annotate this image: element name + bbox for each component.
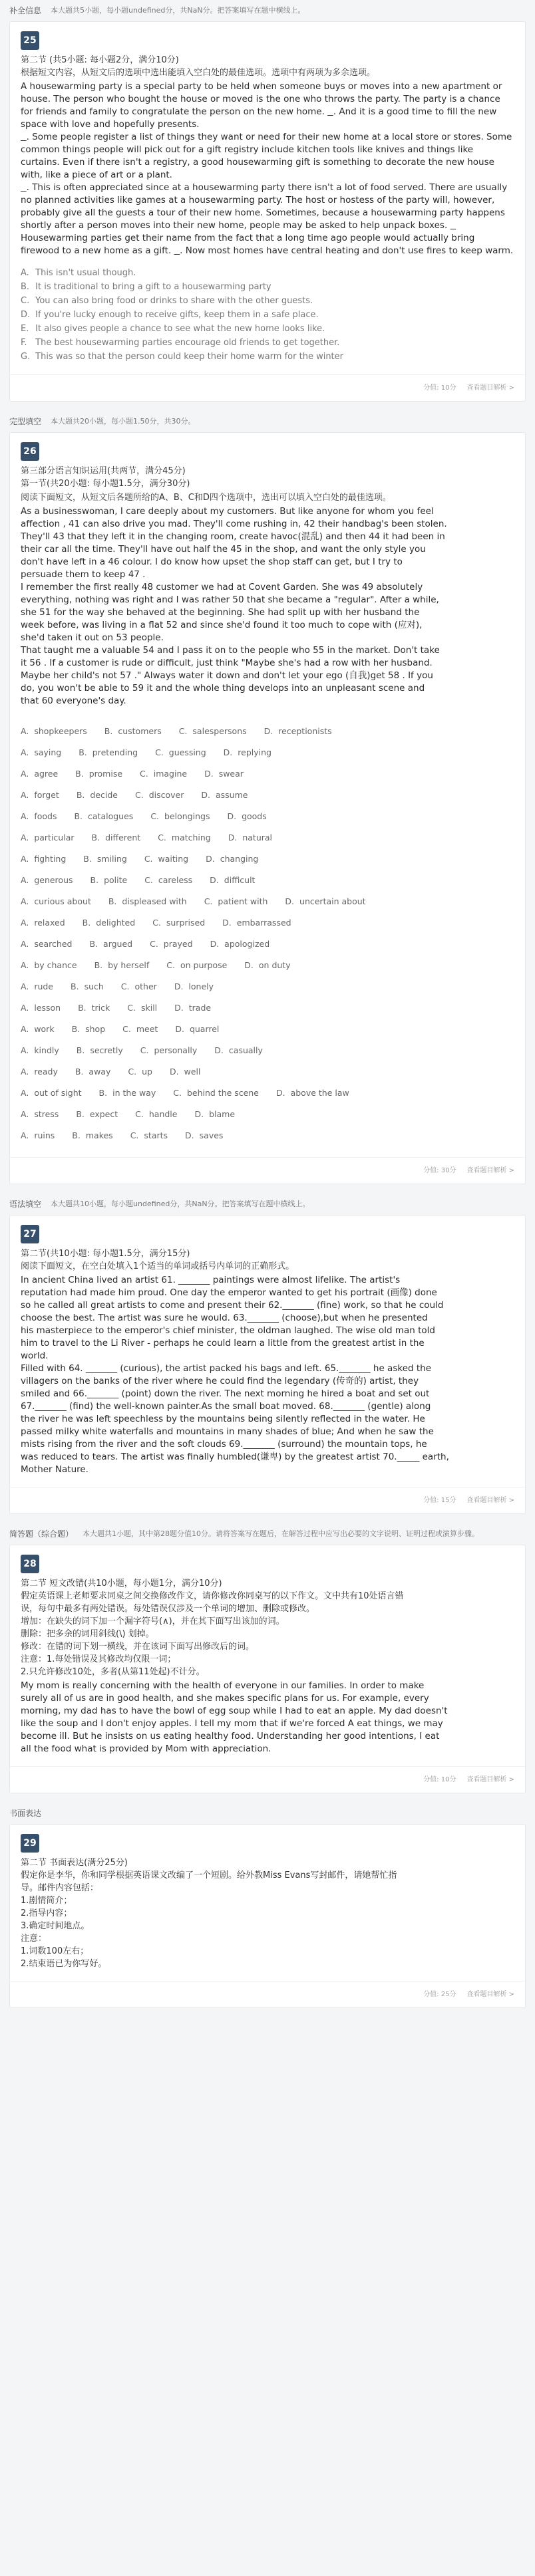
view-analysis-link[interactable]: 查看题目解析 >	[466, 384, 514, 392]
view-analysis-link[interactable]: 查看题目解析 >	[466, 1167, 514, 1174]
score-label: 分值: 15分	[423, 1497, 456, 1504]
option: C. meet	[122, 1024, 158, 1034]
option: D. casually	[214, 1045, 263, 1055]
view-analysis-link[interactable]: 查看题目解析 >	[466, 1776, 514, 1783]
passage-line: week before, was living in a flat 52 and since she'd found it too much to cope with (应对),	[21, 620, 423, 630]
option-row	[21, 976, 514, 997]
question-card-25	[9, 21, 526, 402]
passage-line: their car all the time. They'll have out half the 45 in the shop, and want the only style you	[21, 544, 426, 555]
question-instruction: 根据短文内容，从短文后的选项中选出能填入空白处的最佳选项。选项中有两项为多余选项。	[21, 68, 376, 78]
option: A. rude	[21, 981, 53, 991]
question-instruction: 阅读下面短文，在空白处填入1个适当的单词或括号内单词的正确形式。	[21, 1261, 295, 1271]
option: A. stress	[21, 1109, 59, 1119]
passage-text: their new home, people may be asked to help unpack boxes.	[173, 220, 448, 231]
option-row	[21, 1061, 514, 1083]
passage-line: choose the best. The artist was sure he would. 63._______ (choose),but when he presented	[21, 1313, 428, 1323]
passage-line: 2.指导内容；	[21, 1908, 73, 1918]
option: C. personally	[140, 1045, 198, 1055]
option: A. ready	[21, 1067, 58, 1077]
question-number: 25	[21, 31, 39, 50]
question-card-26	[9, 432, 526, 1184]
option: B. decide	[76, 790, 118, 800]
section-title: 书面表达	[9, 1809, 42, 1818]
question-heading: 第二节 书面表达(满分25分)	[21, 1858, 128, 1868]
option: B. trick	[78, 1003, 110, 1013]
passage-text: something to decorate the new house with, like a piece of art or a plant.	[21, 157, 494, 180]
option: C. matching	[158, 833, 211, 842]
passage-line: all the food what is provided by Mom with appreciation.	[21, 1743, 271, 1754]
question-heading: 第二节 短文改错(共10小题，每小题1分，满分10分)	[21, 1579, 222, 1589]
passage-line: Filled with 64. _______ (curious), the artist packed his bags and left. 65._______ he asked the	[21, 1363, 432, 1374]
card-footer	[10, 1487, 525, 1513]
passage-line: As a businesswoman, I care deeply about my customers. But like anyone for whom you feel	[21, 506, 434, 517]
option: C. salespersons	[178, 726, 247, 736]
passage-line: him to travel to the Li River - perhaps he could learn a little from the greatest artist in the	[21, 1338, 425, 1349]
passage-line: that 60 everyone's day.	[21, 696, 126, 706]
passage-line: They'll 43 that they left it in the changing room, create havoc(混乱) and then 44 it had been in	[21, 531, 445, 542]
section-desc: 本大题共1小题，其中第28题分值10分。请将答案写在题后，在解答过程中应写出必要的文字说明、证明过程或演算步骤。	[83, 1529, 480, 1538]
option: C. imagine	[140, 769, 188, 779]
option: A. saying	[21, 747, 62, 757]
option: B. catalogues	[74, 811, 134, 821]
section-desc: 本大题共10小题，每小题undefined分，共NaN分。把答案填写在题中横线上。	[51, 1200, 310, 1208]
option: A. This isn't usual though.	[21, 268, 136, 278]
passage-line: she'd taken it out on 53 people.	[21, 632, 164, 643]
passage-line: she 51 for the way she behaved at the beginning. She had split up with her husband the	[21, 607, 420, 618]
section-title: 完型填空	[9, 417, 42, 426]
option: B. It is traditional to bring a gift to a housewarming party	[21, 282, 271, 292]
option-row	[21, 806, 514, 827]
passage-text: And it is a good time to fill the new space	[21, 106, 497, 130]
passage	[21, 1274, 514, 1476]
passage-line: Mother Nature.	[21, 1464, 89, 1475]
passage-line: 2.只允许修改10处，多者(从第11处起)不计分。	[21, 1667, 205, 1677]
section-header	[0, 1194, 535, 1215]
option: D. apologized	[210, 939, 270, 949]
passage-line: affection , 41 can also drive you mad. They'll come rushing in, 42 their handbag's been stolen.	[21, 519, 447, 529]
passage-line: 1.词数100左右；	[21, 1946, 89, 1956]
option: A. lesson	[21, 1003, 61, 1013]
section-title: 补全信息	[9, 6, 42, 15]
section-desc: 本大题共5小题，每小题undefined分，共NaN分。把答案填写在题中横线上。	[51, 6, 305, 15]
option: B. makes	[72, 1130, 113, 1140]
option-row	[21, 891, 514, 912]
option: B. pretending	[79, 747, 138, 757]
question-number: 26	[21, 442, 39, 461]
option-row	[21, 1019, 514, 1040]
option: D. natural	[228, 833, 273, 842]
passage-line: 3.确定时间地点。	[21, 1921, 90, 1931]
option-grid	[21, 721, 514, 1146]
option: A. searched	[21, 939, 73, 949]
option: C. handle	[135, 1109, 178, 1119]
section-header	[0, 1523, 535, 1545]
option: D. saves	[185, 1130, 224, 1140]
option: B. promise	[75, 769, 123, 779]
option: C. surprised	[152, 918, 206, 928]
option: B. argued	[89, 939, 133, 949]
option: B. by herself	[94, 960, 150, 970]
option: F. The best housewarming parties encourage old friends to get together.	[21, 338, 340, 348]
passage-line: 67._______ (find) the well-known painter.As the small boat moved. 68._______ (gentle) along	[21, 1401, 431, 1412]
option: C. You can also bring food or drinks to share with the other guests.	[21, 296, 313, 306]
option: D. difficult	[210, 875, 256, 885]
option-row	[21, 763, 514, 785]
passage-line: do, you won't be able to 59 it and the whole thing develops into an unpleasant scene and	[21, 683, 425, 694]
section-header	[0, 411, 535, 432]
passage-text: buys or moves into a new apartment or house. The person who bought the house or	[21, 81, 502, 104]
option: C. waiting	[144, 854, 189, 864]
passage-line: 误，每句中最多有两处错误。每处错误仅涉及一个单词的增加、删除或修改。	[21, 1604, 315, 1614]
option: C. skill	[127, 1003, 158, 1013]
card-footer	[10, 1766, 525, 1793]
question-number: 28	[21, 1555, 39, 1573]
question-card-29	[9, 1824, 526, 2008]
option: A. shopkeepers	[21, 726, 87, 736]
section-desc: 本大题共20小题，每小题1.50分，共30分。	[51, 417, 196, 426]
question-instruction	[21, 1869, 514, 1970]
question-number: 27	[21, 1225, 39, 1243]
option-row	[21, 997, 514, 1019]
passage-text: Housewarming parties get their name from the fact that a long	[21, 233, 305, 243]
option-row	[21, 934, 514, 955]
option-list	[21, 267, 514, 364]
option: D. replying	[223, 747, 271, 757]
passage-line: don't have left in a 46 colour. I do know how upset the shop staff can get, but I try to	[21, 557, 403, 567]
passage-line: persuade them to keep 47 .	[21, 569, 146, 580]
option: B. away	[75, 1067, 111, 1077]
option: B. different	[91, 833, 141, 842]
card-footer	[10, 374, 525, 401]
passage-line: world.	[21, 1351, 49, 1361]
option: C. up	[128, 1067, 152, 1077]
question-heading: 第二节(共10小题: 每小题1.5分，满分15分)	[21, 1249, 190, 1259]
option: D. lonely	[174, 981, 214, 991]
option-row	[21, 721, 514, 742]
view-analysis-link[interactable]: 查看题目解析 >	[466, 1497, 514, 1504]
section-header	[0, 0, 535, 21]
view-analysis-link[interactable]: 查看题目解析 >	[466, 1991, 514, 1998]
passage-line: 2.结束语已为你写好。	[21, 1959, 107, 1969]
option-row	[21, 912, 514, 934]
passage-line: become ill. But he insists on us eating healthy food. Understanding her good intentions, I eat	[21, 1731, 440, 1741]
option: C. prayed	[150, 939, 193, 949]
passage-line: 假定英语课上老师要求同桌之间交换修改作文，请你修改你同桌写的以下作文。文中共有10处语言错	[21, 1591, 404, 1601]
question-heading: 第三部分语言知识运用(共两节，满分45分)	[21, 466, 186, 476]
option: A. fighting	[21, 854, 67, 864]
option: D. swear	[204, 769, 244, 779]
question-instruction	[21, 1590, 514, 1678]
option: D. If you're lucky enough to receive gifts, keep them in a safe place.	[21, 310, 319, 320]
passage-line: morning, my dad has to have the bowl of egg soup while I had to eat an apple. My dad doesn't	[21, 1706, 448, 1716]
option: G. This was so that the person could keep their home warm for the winter	[21, 352, 343, 362]
passage-line: it 56 . If a customer is rude or difficult, just think "Maybe she's had a row with her husband.	[21, 658, 433, 668]
option: D. receptionists	[264, 726, 332, 736]
passage-line: 1.剧情简介；	[21, 1896, 73, 1906]
option-row	[21, 955, 514, 976]
passage-line: villagers on the banks of the river where he could find the legendary (传奇的) artist, they	[21, 1376, 419, 1386]
score-label: 分值: 25分	[423, 1991, 456, 1998]
option: A. generous	[21, 875, 73, 885]
option: D. goods	[227, 811, 267, 821]
option: B. shop	[71, 1024, 106, 1034]
option: A. ruins	[21, 1130, 55, 1140]
passage-line: like the soup and I don't enjoy apples. I tell my mom that if we're forced A eat things, we may	[21, 1718, 443, 1729]
option-row	[21, 785, 514, 806]
question-heading: 第二节 (共5小题: 每小题2分，满分10分)	[21, 55, 179, 65]
passage-line: I remember the first really 48 customer we had at Covent Garden. She was 49 absolutely	[21, 582, 423, 592]
option: D. assume	[201, 790, 248, 800]
passage-line: 导。邮件内容包括：	[21, 1883, 99, 1893]
option: B. expect	[76, 1109, 118, 1119]
score-label: 分值: 10分	[423, 384, 456, 392]
passage-line: That taught me a valuable 54 and I pass it on to the people who 55 in the market. Don't take	[21, 645, 440, 656]
option: A. forget	[21, 790, 59, 800]
option: B. polite	[90, 875, 128, 885]
passage-line: In ancient China lived an artist 61. _______ paintings were almost lifelike. The artist's	[21, 1275, 401, 1285]
passage-text: A housewarming party is a special party to be held when someone	[21, 81, 321, 92]
option-row	[21, 742, 514, 763]
option: A. particular	[21, 833, 75, 842]
option: C. guessing	[155, 747, 206, 757]
option: C. behind the scene	[173, 1088, 259, 1098]
question-instruction: 阅读下面短文，从短文后各题所给的A、B、C和D四个选项中，选出可以填入空白处的最佳选项。	[21, 493, 391, 503]
passage-line: smiled and 66._______ (point) down the river. The next morning he hired a boat and set out	[21, 1388, 430, 1399]
passage-text: family to congratulate the person on the new home.	[89, 106, 325, 117]
option: B. such	[71, 981, 104, 991]
passage-line: passed milky white waterfalls and mountains in many shades of blue; And when he saw the	[21, 1426, 434, 1437]
option: A. curious about	[21, 896, 91, 906]
passage	[21, 505, 514, 708]
option: B. delighted	[82, 918, 136, 928]
option: D. on duty	[244, 960, 291, 970]
passage-line: My mom is really concerning with the health of everyone in our families. In order to make	[21, 1680, 425, 1691]
option: A. foods	[21, 811, 57, 821]
passage-text: Sometimes, because a housewarming party happens shortly after a person moves into	[21, 207, 505, 231]
option: B. displeased with	[108, 896, 187, 906]
option-row	[21, 870, 514, 891]
option: C. careless	[144, 875, 193, 885]
passage-text: with love and hopefully presents.	[49, 119, 200, 130]
passage-text: housewarming party there isn't a lot of food served. There are usually no planned	[21, 182, 508, 205]
option: B. in the way	[98, 1088, 156, 1098]
option-row	[21, 1104, 514, 1125]
passage-text: Now most homes have central heating and don't	[185, 245, 405, 256]
option: C. belongings	[150, 811, 210, 821]
card-footer	[10, 1157, 525, 1184]
option: D. embarrassed	[222, 918, 291, 928]
question-card-28	[9, 1545, 526, 1793]
passage-line: 注意：	[21, 1934, 47, 1944]
option-row	[21, 827, 514, 848]
passage	[21, 1680, 514, 1755]
passage-text: Some people register a list of things they want or need for their new home at a local store or stores. Some common things	[21, 132, 512, 155]
passage-text: This is often appreciated since at a	[32, 182, 190, 193]
passage-text: moved is the one who throws the party. The party is a chance for friends and	[21, 94, 500, 117]
passage-line: 假定你是李华，你和同学根据英语课文改编了一个短剧。给外教Miss Evans写封邮件，请她帮忙指	[21, 1870, 397, 1880]
option: D. well	[169, 1067, 201, 1077]
option: D. above the law	[275, 1088, 349, 1098]
option: D. trade	[174, 1003, 212, 1013]
section-title: 语法填空	[9, 1200, 42, 1209]
option: B. customers	[104, 726, 162, 736]
option-row	[21, 1125, 514, 1146]
option: D. quarrel	[175, 1024, 220, 1034]
passage: A housewarming party is a special party to be held when someone buys or moves into a new apartment or house. The person who bought the house or moved is the one who throws the party. The party is a chance for friends and family to congratulate the person on the new home. . And it is a good time to fill the new space with love and hopefully presents. . Some people register a list of things they want or need for their new home at a local store or stores. Some common things people will pick out for a gift registry include kitchen tools like knives and things like curtains. Even if there isn't a registry, a good housewarming gift is something to decorate the new house with, like a piece of art or a plant. . This is often appreciated since at a housewarming party there isn't a lot of food served. There are usually no planned activities like games at a housewarming party. The host or hostess of the party will, however, probably give all the guests a tour of their new home. Sometimes, because a housewarming party happens shortly after a person moves into their new home, people may be asked to help unpack boxes. Housewarming parties get their name from the fact that a long time ago people would actually bring firewood to a new home as a gift. . Now most homes have central heating and don't use fires to keep warm.	[21, 81, 514, 256]
passage-line: reputation had made him proud. One day the emperor wanted to get his portrait (画像) done	[21, 1287, 437, 1298]
option: E. It also gives people a chance to see what the new home looks like.	[21, 324, 325, 334]
option: A. by chance	[21, 960, 77, 970]
option: C. on purpose	[166, 960, 228, 970]
passage-text: like curtains. Even if there isn't a registry, a good housewarming gift is	[21, 144, 474, 168]
option-row	[21, 848, 514, 870]
question-number: 29	[21, 1834, 39, 1853]
passage-line: everything, nothing was right and I was rather 50 that she became a "regular". After a while,	[21, 594, 439, 605]
option: A. work	[21, 1024, 55, 1034]
option: A. out of sight	[21, 1088, 82, 1098]
passage-text: people will pick out for a gift registry include kitchen tools like knives and things	[93, 144, 455, 155]
section-header	[0, 1803, 535, 1824]
passage-text: time ago people would actually bring firewood to a new home as a gift.	[21, 233, 475, 256]
option: C. patient with	[204, 896, 268, 906]
passage-text: activities like games at a housewarming party. The host or hostess of the party	[73, 195, 430, 205]
card-footer	[10, 1981, 525, 2007]
option: D. uncertain about	[285, 896, 366, 906]
passage-line: 注意：1.每处错误及其修改均仅限一词；	[21, 1654, 176, 1664]
option: A. kindly	[21, 1045, 59, 1055]
passage-line: was reduced to tears. The artist was finally humbled(谦卑) by the greatest artist 70._____ earth,	[21, 1452, 449, 1462]
passage-line: 删除：把多余的词用斜线(\) 划掉。	[21, 1629, 154, 1639]
option-row	[21, 1040, 514, 1061]
option-row	[21, 1083, 514, 1104]
passage-line: so he called all great artists to come and present their 62._______ (fine) work, so that he could	[21, 1300, 444, 1311]
passage-text: use fires to keep warm.	[407, 245, 514, 256]
passage-line: 修改：在错的词下划一横线，并在该词下面写出修改后的词。	[21, 1642, 255, 1652]
passage-line: surely all of us are in good health, and she makes specific plans for us. For example, every	[21, 1693, 429, 1704]
passage-line: mists rising from the river and the soft clouds 69._______ (surround) the mountain tops, he	[21, 1439, 427, 1450]
option: C. starts	[130, 1130, 168, 1140]
question-subheading: 第一节(共20小题: 每小题1.5分，满分30分)	[21, 479, 190, 489]
option: B. smiling	[83, 854, 127, 864]
passage-text: will, however, probably give all the guests a tour of their new home.	[21, 195, 495, 218]
passage-line: the river he was left speechless by the mountains being silently reflected in the water. He	[21, 1414, 425, 1424]
passage-line: Maybe her child's not 57 ." Always water it down and don't let your ego (自我)get 58 . If you	[21, 670, 433, 681]
option: A. relaxed	[21, 918, 65, 928]
option: A. agree	[21, 769, 59, 779]
passage-line: his masterpiece to the emperor's chief minister, the oldman laughed. The wise old man told	[21, 1325, 435, 1336]
score-label: 分值: 10分	[423, 1776, 456, 1783]
passage-line: 增加：在缺失的词下加一个漏字符号(∧)，并在其下面写出该加的词。	[21, 1616, 285, 1626]
option: B. secretly	[76, 1045, 123, 1055]
option: D. blame	[194, 1109, 236, 1119]
question-card-27	[9, 1215, 526, 1514]
option: C. discover	[134, 790, 184, 800]
section-title: 简答题（综合题）	[9, 1529, 74, 1539]
score-label: 分值: 30分	[423, 1167, 456, 1174]
option: D. changing	[206, 854, 259, 864]
option: C. other	[120, 981, 157, 991]
